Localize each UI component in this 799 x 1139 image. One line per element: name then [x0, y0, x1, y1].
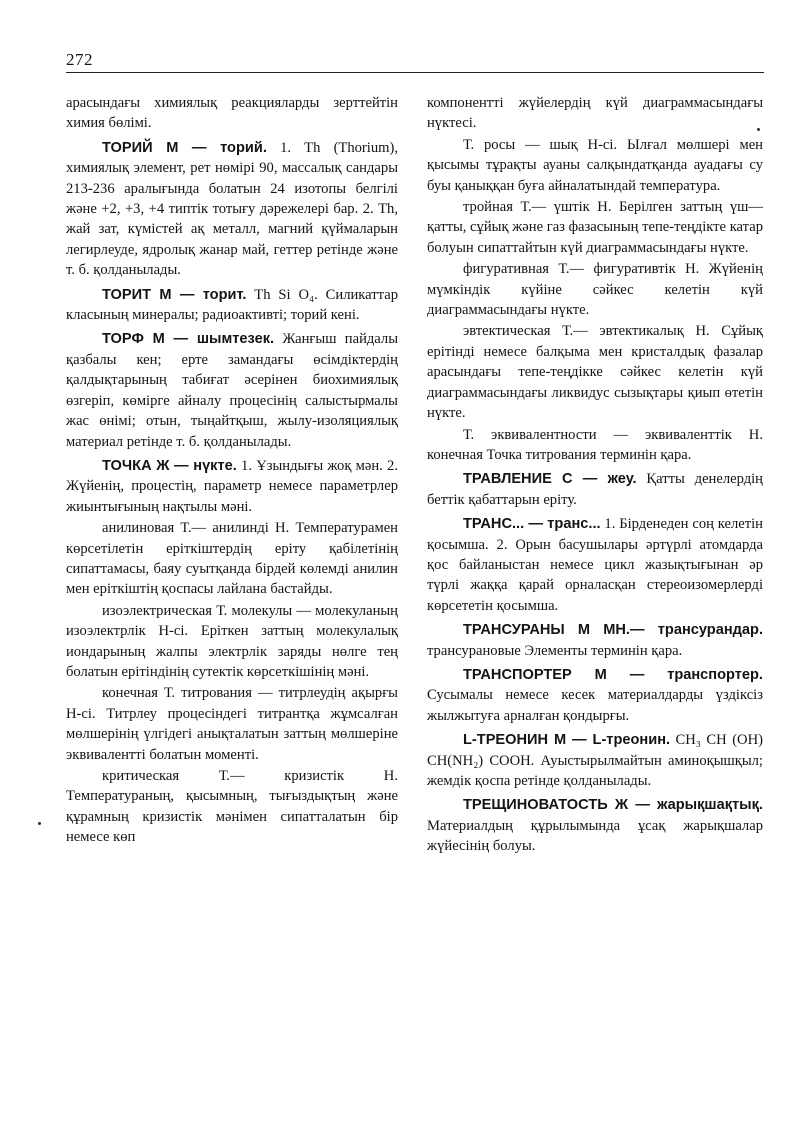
entry-headword: ТРАНСПОРТЕР М — транспортер.	[463, 666, 763, 683]
right-column	[427, 93, 763, 858]
entry-headword: L-ТРЕОНИН М — L-треонин.	[463, 732, 671, 749]
entry-text: Th Si O₄. Силикаттар класының минералы; радиоактивті; торий кені.	[66, 286, 398, 324]
dictionary-entry	[427, 620, 763, 661]
entry-text: CH₃ CH (OH) CH(NH₂) COOH. Ауыстырылмайтын аминоқышқыл; жемдік қоспа ретінде қолданылады.	[427, 732, 763, 789]
entry-headword: ТРАНС... — транс...	[463, 516, 601, 533]
entry-text: конечная Т. титрования — титрлеудің ақырғы Н-сі. Титрлеу процесіндегі титрантқа жұмсалған мөлшерінің үлгідегі анықталатын заттың мөлшеріне эквивалентті болатын моменті.	[66, 685, 398, 763]
continued-text	[66, 93, 398, 134]
entry-text: критическая Т.— кризистік Н. Температураның, қысымның, тығыздықтың және құрамның кризистік мәнімен сипатталатын бір немесе көп	[66, 768, 398, 846]
dictionary-entry	[427, 665, 763, 726]
entry-text: 1. Бірденеден соң келетін қосымша. 2. Орын басушылары әртүрлі атомдарда қос байланыстан немесе цикл жазықтығынан әр түрлі жаққа қарай орналасқан стереоизомерлерді көрсететін қосымша.	[427, 516, 763, 614]
entry-text: анилиновая Т.— анилинді Н. Температурамен көрсетілетін еріткіштердің еріту қабілетінің сипаттамасы, баяу суытқанда бірдей көлемді анилин мен еріткіштің қоспасы лайлана бастайды.	[66, 520, 398, 598]
dictionary-entry	[66, 329, 398, 451]
entry-headword: ТРАНСУРАНЫ М МН.— трансурандар.	[463, 622, 763, 639]
entry-text: Жанғыш пайдалы қазбалы кен; ерте замандағы өсімдіктердің қалдықтарының табиғат әсерінен биохимиялық өзгеріп, көмірге айналу процесінің салыстырмалы жас өнімі; отын, тыңайтқыш, жылу-изоляциялық материал ретінде т. б. қолданылады.	[66, 331, 398, 450]
sub-entry	[66, 601, 398, 683]
sub-entry	[427, 135, 763, 196]
sub-entry	[66, 683, 398, 765]
entry-text: арасындағы химиялық реакцияларды зерттейтін химия бөлімі.	[66, 95, 398, 132]
continued-text	[427, 93, 763, 134]
dictionary-entry	[66, 285, 398, 326]
entry-headword: ТОРИЙ М — торий.	[102, 139, 267, 156]
entry-text: Т. эквивалентности — эквиваленттік Н. конечная Точка титрования терминін қара.	[427, 426, 763, 463]
dictionary-entry	[66, 138, 398, 281]
dictionary-entry	[427, 730, 763, 791]
sub-entry	[66, 766, 398, 848]
entry-headword: ТРЕЩИНОВАТОСТЬ Ж — жарықшақтық.	[463, 797, 763, 814]
entry-headword: ТРАВЛЕНИЕ С — жеу.	[463, 471, 637, 488]
entry-text: тройная Т.— үштік Н. Берілген заттың үш—қатты, сұйық және газ фазасының тепе-теңдікте катар болуын сипаттайтын күй диаграммасындағы нүкте.	[427, 199, 763, 256]
entry-text: 1. Th (Thorium), химиялық элемент, рет нөмірі 90, массалық сандары 213-236 аралығында болатын 24 изотопы белгілі және +2, +3, +4 типтік тотығу дәрежелері бар. 2. Th, жай зат, күмістей ақ металл, магний қүймаларын легирлеуде, ядролық жанар май, геттер ретінде және т. б. қолданылады.	[66, 139, 399, 279]
entry-text: 1. Ұзындығы жоқ мән. 2. Жүйенің, процестің, параметр немесе параметрлер жиынтығының нақтылы мәні.	[66, 457, 398, 515]
entry-text: эвтектическая Т.— эвтектикалық Н. Сұйық ерітінді немесе балқыма мен кристалдық фазалар арасындағы тепе-теңдікке сәйкес келетін күй диаграммасындағы ликвидус сызықтары қиып өтетін нүкте.	[427, 323, 763, 422]
dictionary-entry	[66, 456, 398, 517]
dictionary-entry	[427, 795, 763, 856]
sub-entry	[66, 518, 398, 600]
entry-text: Қатты денелердің беттік қабаттарын еріту.	[427, 471, 763, 508]
entry-text: фигуративная Т.— фигуративтік Н. Жүйенің мүмкіндік күйіне сәйкес келетін күй диаграммасындағы нүкте.	[427, 261, 763, 319]
entry-text: компонентті жүйелердің күй диаграммасындағы нүктесі.	[427, 95, 763, 132]
header-rule	[66, 72, 764, 73]
sub-entry	[427, 425, 763, 466]
dictionary-entry	[427, 514, 763, 616]
stray-mark	[757, 128, 760, 131]
entry-text: изоэлектрическая Т. молекулы — молекуланың изоэлектрлік Н-сі. Еріткен заттың молекулалық иондарының жалпы электрлік заряды нөлге тең болатын ерітіндінің сутектік көрсеткішінің мәні.	[66, 602, 398, 680]
stray-mark	[38, 822, 41, 825]
entry-text: Материалдың құрылымында ұсақ жарықшалар жүйесінің болуы.	[427, 817, 763, 855]
page-number: 272	[66, 50, 93, 69]
entry-headword: ТОРФ М — шымтезек.	[102, 331, 275, 348]
sub-entry	[427, 197, 763, 258]
dictionary-entry	[427, 469, 763, 510]
entry-text: Сусымалы немесе кесек материалдарды үздіксіз жылжытуға арналған қондырғы.	[427, 687, 763, 724]
entry-text: Т. росы — шық Н-сі. Ылғал мөлшері мен қысымы тұрақты ауаны салқындатқанда ауадағы су буы қаныққан буға айналатындай температура.	[427, 136, 763, 194]
entry-headword: ТОРИТ М — торит.	[102, 286, 247, 303]
entry-headword: ТОЧКА Ж — нүкте.	[102, 457, 237, 474]
sub-entry	[427, 259, 763, 320]
sub-entry	[427, 321, 763, 423]
entry-text: трансурановые Элементы терминін қара.	[427, 642, 683, 659]
left-column	[66, 93, 398, 849]
